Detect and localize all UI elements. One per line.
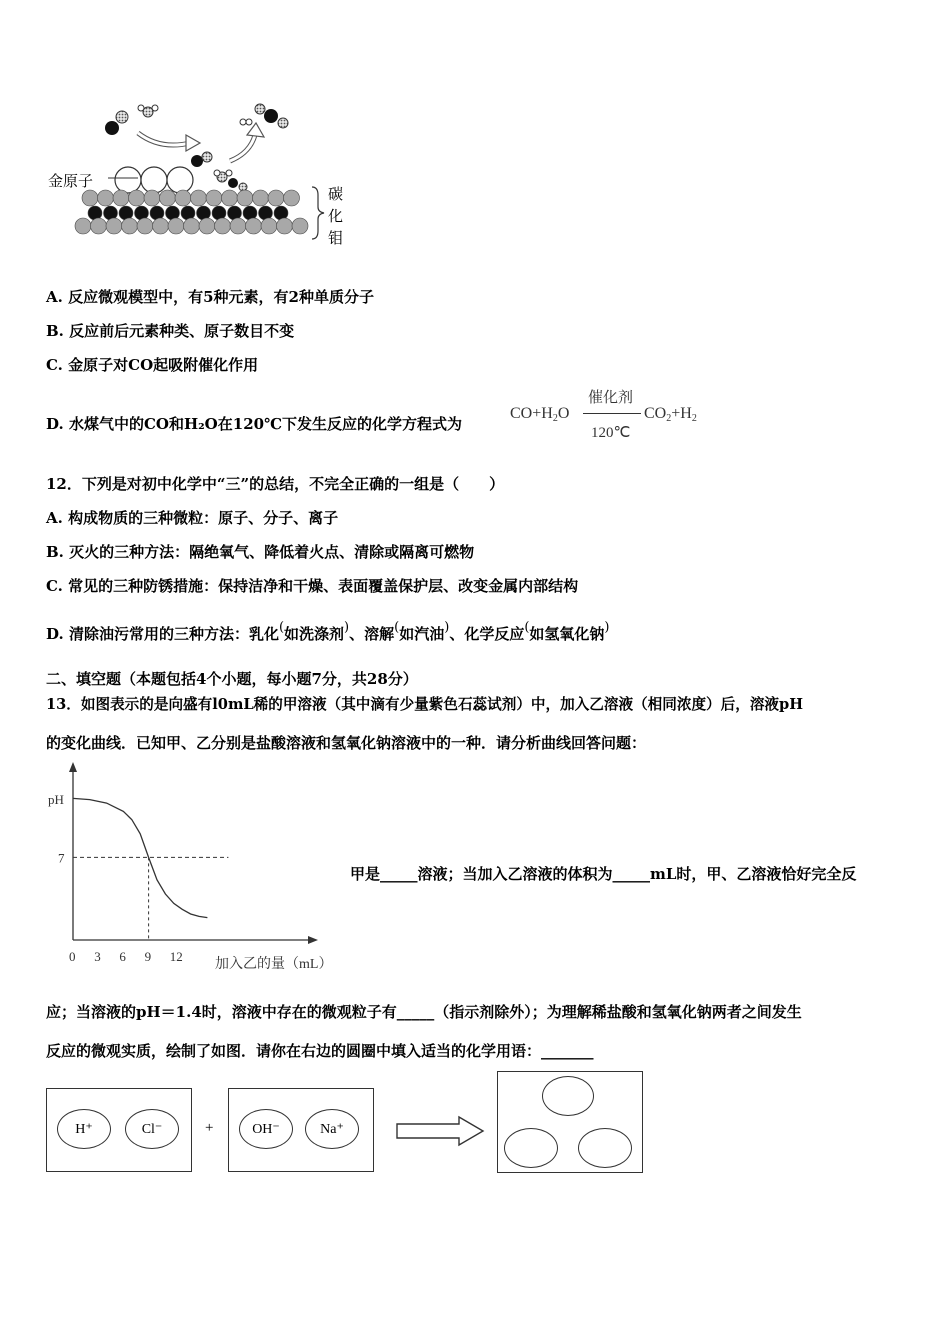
carbide-atom xyxy=(113,190,129,206)
q12-option-a: A. 构成物质的三种微粒：原子、分子、离子 xyxy=(46,509,339,527)
q13-line-2: 的变化曲线．已知甲、乙分别是盐酸溶液和氢氧化钠溶液中的一种．请分析曲线回答问题： xyxy=(46,734,647,752)
q12-option-d: D. 清除油污常用的三种方法：乳化(如洗涤剂)、溶解(如汽油)、化学反应(如氢氧化钠) xyxy=(46,620,610,643)
carbide-atom xyxy=(277,218,293,234)
co-molecule-icon xyxy=(105,111,128,135)
section-heading: 二、填空题（本题包括4个小题，每小题7分，共28分） xyxy=(46,670,418,688)
x-axis-label: 加入乙的量（mL） xyxy=(215,957,333,972)
molybdenum-carbide-layer xyxy=(75,190,308,234)
q13-line-4: 反应的微观实质，绘制了如图．请你在右边的圆圈中填入适当的化学用语：_______ xyxy=(46,1042,594,1060)
answer-circle-top[interactable] xyxy=(542,1076,594,1116)
carbide-atom xyxy=(215,218,231,234)
carbide-atom xyxy=(129,190,145,206)
carbide-atom xyxy=(246,218,262,234)
x-tick-label: 3 xyxy=(94,949,101,964)
q11-option-d: D. 水煤气中的CO和H₂O在120℃下发生反应的化学方程式为 xyxy=(46,415,463,433)
q11-option-c: C. 金原子对CO起吸附催化作用 xyxy=(46,356,259,374)
carbide-atom xyxy=(91,218,107,234)
carbide-atom xyxy=(98,190,114,206)
carbide-atom xyxy=(168,218,184,234)
carbide-atom xyxy=(82,190,98,206)
equation-bar xyxy=(583,413,641,414)
x-tick-label: 12 xyxy=(169,949,183,964)
q13-line-1: 13．如图表示的是向盛有l0mL稀的甲溶液（其中滴有少量紫色石蕊试剂）中，加入乙溶液（相同浓度）后，溶液pH xyxy=(46,696,804,713)
q13-line-3: 应；当溶液的pH＝1.4时，溶液中存在的微观粒子有_____（指示剂除外）；为理解稀盐酸和氢氧化钠两者之间发生 xyxy=(46,1003,802,1021)
gold-atoms xyxy=(115,167,193,193)
ion-oh-minus: OH⁻ xyxy=(239,1109,293,1149)
carbide-atom xyxy=(106,218,122,234)
co2-molecule-icon xyxy=(255,104,288,128)
carbide-atom xyxy=(230,218,246,234)
equation-catalyst: 催化剂 xyxy=(588,390,634,406)
carbide-atom xyxy=(261,218,277,234)
q11-option-a: A. 反应微观模型中，有5种元素，有2种单质分子 xyxy=(46,288,374,306)
product-box xyxy=(497,1071,643,1173)
y-tick-label: 7 xyxy=(58,850,65,866)
ion-h-plus: H⁺ xyxy=(57,1109,111,1149)
carbide-atom xyxy=(184,218,200,234)
equation-right: $CO_2+H_2$ xyxy=(644,405,697,424)
water-molecule-icon xyxy=(138,105,158,117)
carbide-atom xyxy=(137,218,153,234)
q12-stem: 12．下列是对初中化学中“三”的总结，不完全正确的一组是（ ） xyxy=(46,475,505,493)
reaction-arrow-icon xyxy=(395,1115,487,1147)
q13-right-text: 甲是_____溶液；当加入乙溶液的体积为_____mL时，甲、乙溶液恰好完全反 xyxy=(350,865,857,883)
ion-cl-minus: Cl⁻ xyxy=(125,1109,179,1149)
carbide-atom xyxy=(199,218,215,234)
arrow-up-icon xyxy=(230,135,255,161)
y-axis-arrow-icon xyxy=(69,762,77,772)
carbide-atom xyxy=(160,190,176,206)
y-axis-label: pH xyxy=(48,792,64,807)
ph-curve-chart xyxy=(40,760,350,980)
carbide-atom xyxy=(268,190,284,206)
gold-atom-label: 金原子 xyxy=(48,172,94,190)
carbide-atom xyxy=(292,218,308,234)
equation-left: $CO+H_2O$ xyxy=(510,405,570,424)
h2-molecule-icon xyxy=(240,119,252,125)
x-axis-arrow-icon xyxy=(308,936,318,944)
carbide-atom xyxy=(206,190,222,206)
answer-circle-left[interactable] xyxy=(504,1128,558,1168)
carbide-atom xyxy=(75,218,91,234)
carbide-label-1: 碳 xyxy=(328,185,344,203)
ph-curve-line xyxy=(73,798,207,917)
x-tick-label: 6 xyxy=(119,949,126,964)
carbide-atom xyxy=(144,190,160,206)
x-tick-label: 9 xyxy=(144,949,152,964)
answer-circle-right[interactable] xyxy=(578,1128,632,1168)
carbide-atom xyxy=(153,218,169,234)
carbide-label-3: 钼 xyxy=(328,229,344,247)
carbide-atom xyxy=(175,190,191,206)
bracket-icon xyxy=(312,187,324,239)
carbide-atom xyxy=(284,190,300,206)
q12-option-c: C. 常见的三种防锈措施：保持洁净和干燥、表面覆盖保护层、改变金属内部结构 xyxy=(46,577,579,595)
q12-option-b: B. 灭火的三种方法：隔绝氧气、降低着火点、清除或隔离可燃物 xyxy=(46,543,475,561)
carbide-atom xyxy=(122,218,138,234)
q11-option-b: B. 反应前后元素种类、原子数目不变 xyxy=(46,322,295,340)
ion-box-hcl xyxy=(46,1088,192,1172)
carbide-atom xyxy=(222,190,238,206)
ion-na-plus: Na⁺ xyxy=(305,1109,359,1149)
ion-box-naoh xyxy=(228,1088,374,1172)
equation-temperature: 120℃ xyxy=(591,425,631,441)
carbide-atom xyxy=(191,190,207,206)
carbide-atom xyxy=(237,190,253,206)
carbide-label-2: 化 xyxy=(328,207,344,225)
carbide-atom xyxy=(253,190,269,206)
x-tick-label: 0 xyxy=(69,949,76,964)
plus-sign: + xyxy=(205,1120,214,1136)
